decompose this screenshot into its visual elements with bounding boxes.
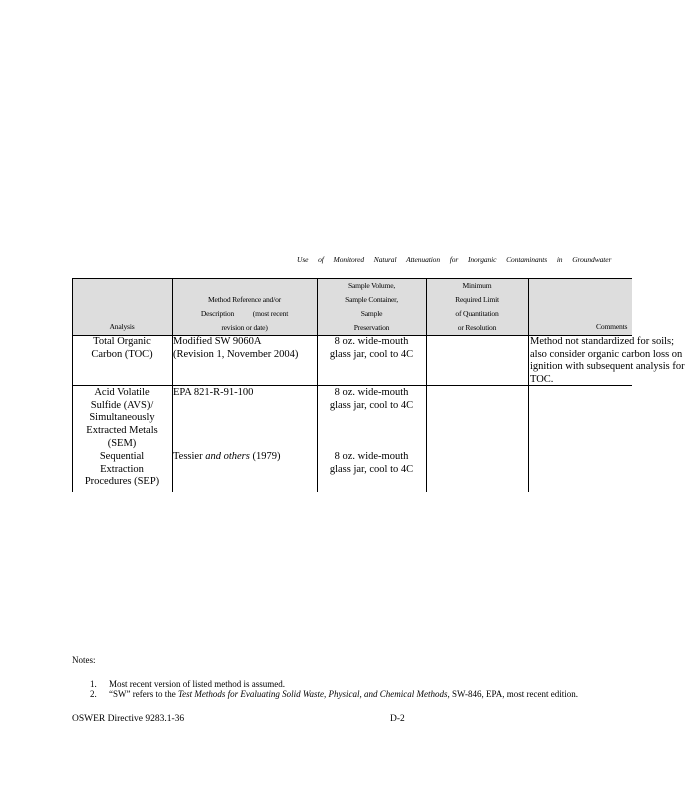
running-header: Use of Monitored Natural Attenuation for Inorganic Contaminants in Groundwater — [297, 255, 612, 264]
header-method: Method Reference and/or Description (most recent revision or date) — [200, 295, 289, 332]
header-limit: Minimum Required Limit of Quantitation or Resolution — [455, 281, 499, 332]
header-analysis: Analysis — [109, 322, 135, 331]
row2-analysis: Acid Volatile Sulfide (AVS)/ Simultaneously Extracted Metals (SEM) — [86, 387, 158, 449]
row1-analysis: Total Organic Carbon (TOC) — [91, 336, 153, 360]
notes-label: Notes: — [72, 655, 96, 665]
row2-method: EPA 821-R-91-100 — [173, 387, 254, 398]
header-sample: Sample Volume, Sample Container, Sample Preservation — [345, 281, 398, 332]
note-item: 1. Most recent version of listed method is assumed. — [90, 679, 285, 689]
note-item: 2. “SW” refers to the Test Methods for Evaluating Solid Waste, Physical, and Chemical Methods, SW-846, EPA, most recent edition. — [90, 689, 578, 699]
row3-method: Tessier and others (1979) — [173, 451, 281, 462]
row1-method: Modified SW 9060A (Revision 1, November 2004) — [173, 336, 299, 360]
methods-table — [72, 278, 685, 492]
row3-analysis: Sequential Extraction Procedures (SEP) — [84, 451, 160, 488]
row2-sample: 8 oz. wide-mouth glass jar, cool to 4C — [329, 387, 414, 411]
row3-sample: 8 oz. wide-mouth glass jar, cool to 4C — [329, 451, 414, 475]
row1-sample: 8 oz. wide-mouth glass jar, cool to 4C — [329, 336, 414, 360]
row1-comments: Method not standardized for soils; also consider organic carbon loss on ignition with subsequent analysis for TOC. — [530, 336, 685, 386]
footer-page-number: D-2 — [390, 714, 405, 724]
header-comments: Comments — [596, 322, 628, 331]
footer-directive: OSWER Directive 9283.1-36 — [72, 714, 185, 724]
